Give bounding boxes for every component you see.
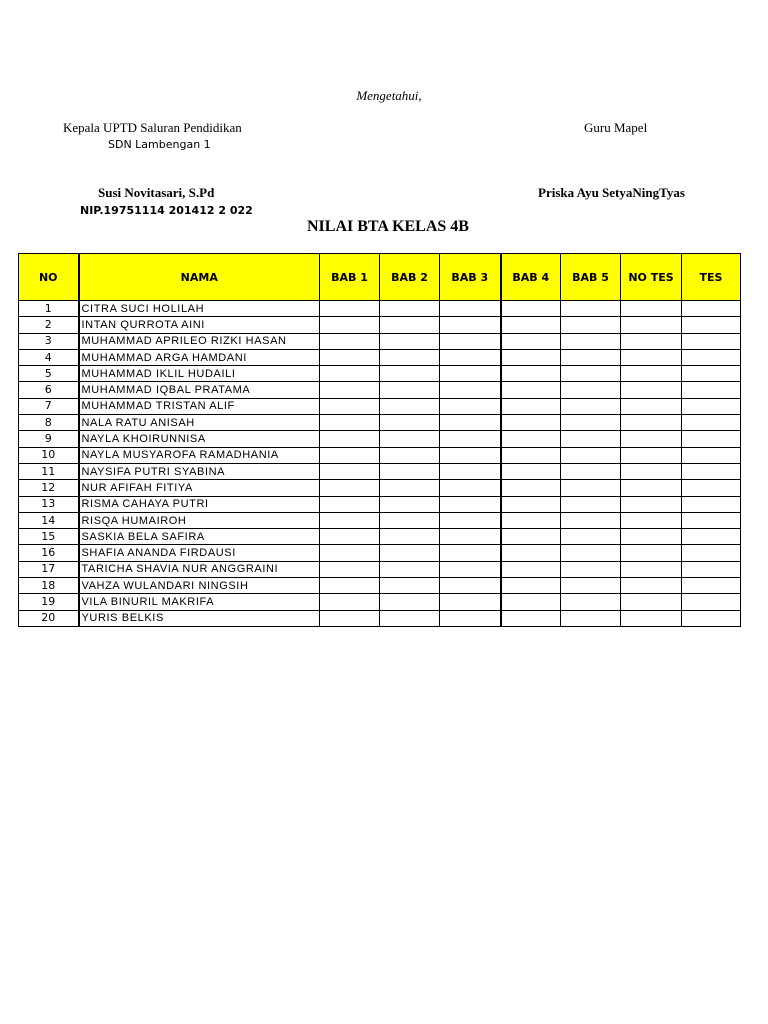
student-name: MUHAMMAD IKLIL HUDAILI — [79, 366, 320, 382]
score-no-tes-cell[interactable] — [621, 431, 682, 447]
column-header-tes: TES — [682, 254, 741, 301]
student-name: RISMA CAHAYA PUTRI — [79, 496, 320, 512]
right-position-title: Guru Mapel — [584, 120, 648, 135]
score-no-tes-cell[interactable] — [621, 415, 682, 431]
table-row — [19, 447, 741, 463]
student-name: MUHAMMAD ARGA HAMDANI — [79, 349, 320, 365]
row-number: 20 — [19, 610, 79, 626]
score-bab-3-cell[interactable] — [440, 610, 501, 626]
score-tes-cell[interactable] — [682, 447, 741, 463]
score-tes-cell[interactable] — [682, 415, 741, 431]
score-bab-4-cell[interactable] — [501, 382, 561, 398]
score-bab-5-cell[interactable] — [561, 333, 621, 349]
score-bab-4-cell[interactable] — [501, 463, 561, 479]
score-bab-1-cell[interactable] — [320, 366, 380, 382]
table-row — [19, 610, 741, 626]
acknowledged-label: Mengetahui, — [356, 88, 422, 103]
score-bab-5-cell[interactable] — [561, 496, 621, 512]
score-bab-2-cell[interactable] — [380, 594, 440, 610]
column-header-no: NO — [19, 254, 79, 301]
table-row — [19, 529, 741, 545]
table-row — [19, 366, 741, 382]
student-name: MUHAMMAD TRISTAN ALIF — [79, 398, 320, 414]
score-no-tes-cell[interactable] — [621, 529, 682, 545]
score-bab-5-cell[interactable] — [561, 561, 621, 577]
score-bab-2-cell[interactable] — [380, 333, 440, 349]
row-number: 6 — [19, 382, 79, 398]
score-bab-1-cell[interactable] — [320, 382, 380, 398]
student-name: SASKIA BELA SAFIRA — [79, 529, 320, 545]
score-no-tes-cell[interactable] — [621, 561, 682, 577]
score-tes-cell[interactable] — [682, 463, 741, 479]
score-no-tes-cell[interactable] — [621, 496, 682, 512]
score-bab-2-cell[interactable] — [380, 366, 440, 382]
row-number: 12 — [19, 480, 79, 496]
row-number: 3 — [19, 333, 79, 349]
row-number: 16 — [19, 545, 79, 561]
school-name: SDN Lambengan 1 — [108, 138, 211, 151]
score-bab-4-cell[interactable] — [501, 512, 561, 528]
score-no-tes-cell[interactable] — [621, 545, 682, 561]
score-bab-5-cell[interactable] — [561, 382, 621, 398]
score-tes-cell[interactable] — [682, 398, 741, 414]
score-bab-2-cell[interactable] — [380, 447, 440, 463]
table-row — [19, 382, 741, 398]
score-bab-4-cell[interactable] — [501, 349, 561, 365]
student-name: MUHAMMAD IQBAL PRATAMA — [79, 382, 320, 398]
row-number: 13 — [19, 496, 79, 512]
score-bab-3-cell[interactable] — [440, 431, 501, 447]
row-number: 10 — [19, 447, 79, 463]
column-header-bab-5: BAB 5 — [561, 254, 621, 301]
column-header-bab-4: BAB 4 — [501, 254, 561, 301]
score-no-tes-cell[interactable] — [621, 512, 682, 528]
score-no-tes-cell[interactable] — [621, 447, 682, 463]
score-bab-5-cell[interactable] — [561, 529, 621, 545]
row-number: 8 — [19, 415, 79, 431]
score-bab-4-cell[interactable] — [501, 317, 561, 333]
score-bab-4-cell[interactable] — [501, 480, 561, 496]
score-tes-cell[interactable] — [682, 545, 741, 561]
column-header-bab-1: BAB 1 — [320, 254, 380, 301]
student-name: NALA RATU ANISAH — [79, 415, 320, 431]
score-bab-2-cell[interactable] — [380, 431, 440, 447]
score-tes-cell[interactable] — [682, 529, 741, 545]
score-tes-cell[interactable] — [682, 366, 741, 382]
score-bab-3-cell[interactable] — [440, 301, 501, 317]
score-bab-5-cell[interactable] — [561, 463, 621, 479]
student-name: NAYLA KHOIRUNNISA — [79, 431, 320, 447]
score-no-tes-cell[interactable] — [621, 398, 682, 414]
score-bab-2-cell[interactable] — [380, 529, 440, 545]
score-bab-2-cell[interactable] — [380, 382, 440, 398]
score-bab-4-cell[interactable] — [501, 301, 561, 317]
score-bab-5-cell[interactable] — [561, 398, 621, 414]
table-row — [19, 463, 741, 479]
score-tes-cell[interactable] — [682, 561, 741, 577]
score-bab-1-cell[interactable] — [320, 512, 380, 528]
score-bab-1-cell[interactable] — [320, 447, 380, 463]
score-bab-2-cell[interactable] — [380, 349, 440, 365]
row-number: 5 — [19, 366, 79, 382]
row-number: 4 — [19, 349, 79, 365]
score-bab-4-cell[interactable] — [501, 561, 561, 577]
page-title: NILAI BTA KELAS 4B — [307, 218, 469, 235]
student-name: NUR AFIFAH FITIYA — [79, 480, 320, 496]
score-bab-3-cell[interactable] — [440, 415, 501, 431]
score-bab-4-cell[interactable] — [501, 415, 561, 431]
column-header-bab-3: BAB 3 — [440, 254, 501, 301]
score-bab-5-cell[interactable] — [561, 366, 621, 382]
table-header-row — [19, 254, 741, 301]
score-bab-1-cell[interactable] — [320, 463, 380, 479]
table-row — [19, 512, 741, 528]
student-name: INTAN QURROTA AINI — [79, 317, 320, 333]
table-row — [19, 496, 741, 512]
row-number: 18 — [19, 578, 79, 594]
score-bab-1-cell[interactable] — [320, 431, 380, 447]
score-bab-5-cell[interactable] — [561, 594, 621, 610]
score-bab-3-cell[interactable] — [440, 496, 501, 512]
column-header-no-tes: NO TES — [621, 254, 682, 301]
table-row — [19, 431, 741, 447]
table-row — [19, 301, 741, 317]
score-bab-1-cell[interactable] — [320, 398, 380, 414]
column-header-nama: NAMA — [79, 254, 320, 301]
score-bab-3-cell[interactable] — [440, 366, 501, 382]
score-tes-cell[interactable] — [682, 578, 741, 594]
student-name: VILA BINURIL MAKRIFA — [79, 594, 320, 610]
row-number: 2 — [19, 317, 79, 333]
student-name: NAYSIFA PUTRI SYABINA — [79, 463, 320, 479]
score-bab-4-cell[interactable] — [501, 496, 561, 512]
student-name: TARICHA SHAVIA NUR ANGGRAINI — [79, 561, 320, 577]
right-signatory-name: Priska Ayu SetyaNingTyas — [538, 185, 685, 200]
row-number: 14 — [19, 512, 79, 528]
score-no-tes-cell[interactable] — [621, 366, 682, 382]
score-bab-3-cell[interactable] — [440, 545, 501, 561]
score-tes-cell[interactable] — [682, 480, 741, 496]
score-bab-5-cell[interactable] — [561, 431, 621, 447]
score-bab-1-cell[interactable] — [320, 561, 380, 577]
score-bab-4-cell[interactable] — [501, 398, 561, 414]
grade-table — [18, 253, 741, 627]
score-bab-5-cell[interactable] — [561, 447, 621, 463]
score-bab-4-cell[interactable] — [501, 431, 561, 447]
score-no-tes-cell[interactable] — [621, 578, 682, 594]
row-number: 15 — [19, 529, 79, 545]
score-no-tes-cell[interactable] — [621, 480, 682, 496]
student-name: YURIS BELKIS — [79, 610, 320, 626]
score-bab-1-cell[interactable] — [320, 610, 380, 626]
score-no-tes-cell[interactable] — [621, 317, 682, 333]
score-bab-5-cell[interactable] — [561, 301, 621, 317]
score-bab-4-cell[interactable] — [501, 610, 561, 626]
student-name: NAYLA MUSYAROFA RAMADHANIA — [79, 447, 320, 463]
row-number: 9 — [19, 431, 79, 447]
score-bab-3-cell[interactable] — [440, 447, 501, 463]
score-bab-1-cell[interactable] — [320, 301, 380, 317]
score-bab-3-cell[interactable] — [440, 382, 501, 398]
score-bab-4-cell[interactable] — [501, 578, 561, 594]
score-bab-2-cell[interactable] — [380, 317, 440, 333]
score-bab-2-cell[interactable] — [380, 512, 440, 528]
score-no-tes-cell[interactable] — [621, 463, 682, 479]
score-bab-2-cell[interactable] — [380, 610, 440, 626]
table-row — [19, 594, 741, 610]
row-number: 11 — [19, 463, 79, 479]
score-bab-3-cell[interactable] — [440, 463, 501, 479]
score-bab-4-cell[interactable] — [501, 594, 561, 610]
score-no-tes-cell[interactable] — [621, 349, 682, 365]
score-bab-5-cell[interactable] — [561, 349, 621, 365]
score-bab-5-cell[interactable] — [561, 610, 621, 626]
score-bab-3-cell[interactable] — [440, 594, 501, 610]
score-bab-2-cell[interactable] — [380, 561, 440, 577]
left-signatory-name: Susi Novitasari, S.Pd — [98, 185, 215, 200]
table-row — [19, 545, 741, 561]
table-row — [19, 398, 741, 414]
table-row — [19, 349, 741, 365]
score-bab-4-cell[interactable] — [501, 447, 561, 463]
score-bab-4-cell[interactable] — [501, 366, 561, 382]
score-bab-1-cell[interactable] — [320, 317, 380, 333]
table-row — [19, 561, 741, 577]
column-header-bab-2: BAB 2 — [380, 254, 440, 301]
score-bab-3-cell[interactable] — [440, 512, 501, 528]
score-tes-cell[interactable] — [682, 594, 741, 610]
score-bab-4-cell[interactable] — [501, 529, 561, 545]
score-bab-1-cell[interactable] — [320, 578, 380, 594]
score-bab-1-cell[interactable] — [320, 349, 380, 365]
score-no-tes-cell[interactable] — [621, 301, 682, 317]
student-name: MUHAMMAD APRILEO RIZKI HASAN — [79, 333, 320, 349]
score-bab-2-cell[interactable] — [380, 480, 440, 496]
score-bab-2-cell[interactable] — [380, 496, 440, 512]
score-bab-2-cell[interactable] — [380, 415, 440, 431]
left-signatory-nip: NIP.19751114 201412 2 022 — [80, 204, 253, 217]
score-no-tes-cell[interactable] — [621, 610, 682, 626]
score-tes-cell[interactable] — [682, 496, 741, 512]
score-bab-3-cell[interactable] — [440, 578, 501, 594]
score-bab-4-cell[interactable] — [501, 545, 561, 561]
row-number: 7 — [19, 398, 79, 414]
table-row — [19, 480, 741, 496]
score-tes-cell[interactable] — [682, 317, 741, 333]
score-tes-cell[interactable] — [682, 610, 741, 626]
student-name: SHAFIA ANANDA FIRDAUSI — [79, 545, 320, 561]
score-bab-1-cell[interactable] — [320, 496, 380, 512]
score-bab-5-cell[interactable] — [561, 317, 621, 333]
score-bab-5-cell[interactable] — [561, 578, 621, 594]
table-row — [19, 415, 741, 431]
score-bab-1-cell[interactable] — [320, 480, 380, 496]
score-bab-3-cell[interactable] — [440, 561, 501, 577]
score-bab-3-cell[interactable] — [440, 333, 501, 349]
score-bab-3-cell[interactable] — [440, 529, 501, 545]
score-bab-1-cell[interactable] — [320, 594, 380, 610]
score-bab-5-cell[interactable] — [561, 415, 621, 431]
score-no-tes-cell[interactable] — [621, 594, 682, 610]
score-no-tes-cell[interactable] — [621, 333, 682, 349]
table-row — [19, 317, 741, 333]
student-name: RISQA HUMAIROH — [79, 512, 320, 528]
score-tes-cell[interactable] — [682, 512, 741, 528]
row-number: 19 — [19, 594, 79, 610]
score-bab-1-cell[interactable] — [320, 415, 380, 431]
score-bab-1-cell[interactable] — [320, 545, 380, 561]
score-tes-cell[interactable] — [682, 382, 741, 398]
score-tes-cell[interactable] — [682, 301, 741, 317]
left-position-title: Kepala UPTD Saluran Pendidikan — [63, 120, 242, 135]
score-bab-3-cell[interactable] — [440, 349, 501, 365]
score-bab-3-cell[interactable] — [440, 480, 501, 496]
score-no-tes-cell[interactable] — [621, 382, 682, 398]
score-bab-1-cell[interactable] — [320, 529, 380, 545]
score-tes-cell[interactable] — [682, 349, 741, 365]
student-name: CITRA SUCI HOLILAH — [79, 301, 320, 317]
table-row — [19, 333, 741, 349]
score-bab-4-cell[interactable] — [501, 333, 561, 349]
score-tes-cell[interactable] — [682, 431, 741, 447]
score-bab-2-cell[interactable] — [380, 301, 440, 317]
score-bab-5-cell[interactable] — [561, 480, 621, 496]
score-tes-cell[interactable] — [682, 333, 741, 349]
table-row — [19, 578, 741, 594]
score-bab-3-cell[interactable] — [440, 398, 501, 414]
score-bab-5-cell[interactable] — [561, 512, 621, 528]
row-number: 17 — [19, 561, 79, 577]
student-name: VAHZA WULANDARI NINGSIH — [79, 578, 320, 594]
score-bab-2-cell[interactable] — [380, 463, 440, 479]
row-number: 1 — [19, 301, 79, 317]
score-bab-2-cell[interactable] — [380, 578, 440, 594]
score-bab-5-cell[interactable] — [561, 545, 621, 561]
score-bab-2-cell[interactable] — [380, 545, 440, 561]
score-bab-1-cell[interactable] — [320, 333, 380, 349]
score-bab-2-cell[interactable] — [380, 398, 440, 414]
score-bab-3-cell[interactable] — [440, 317, 501, 333]
